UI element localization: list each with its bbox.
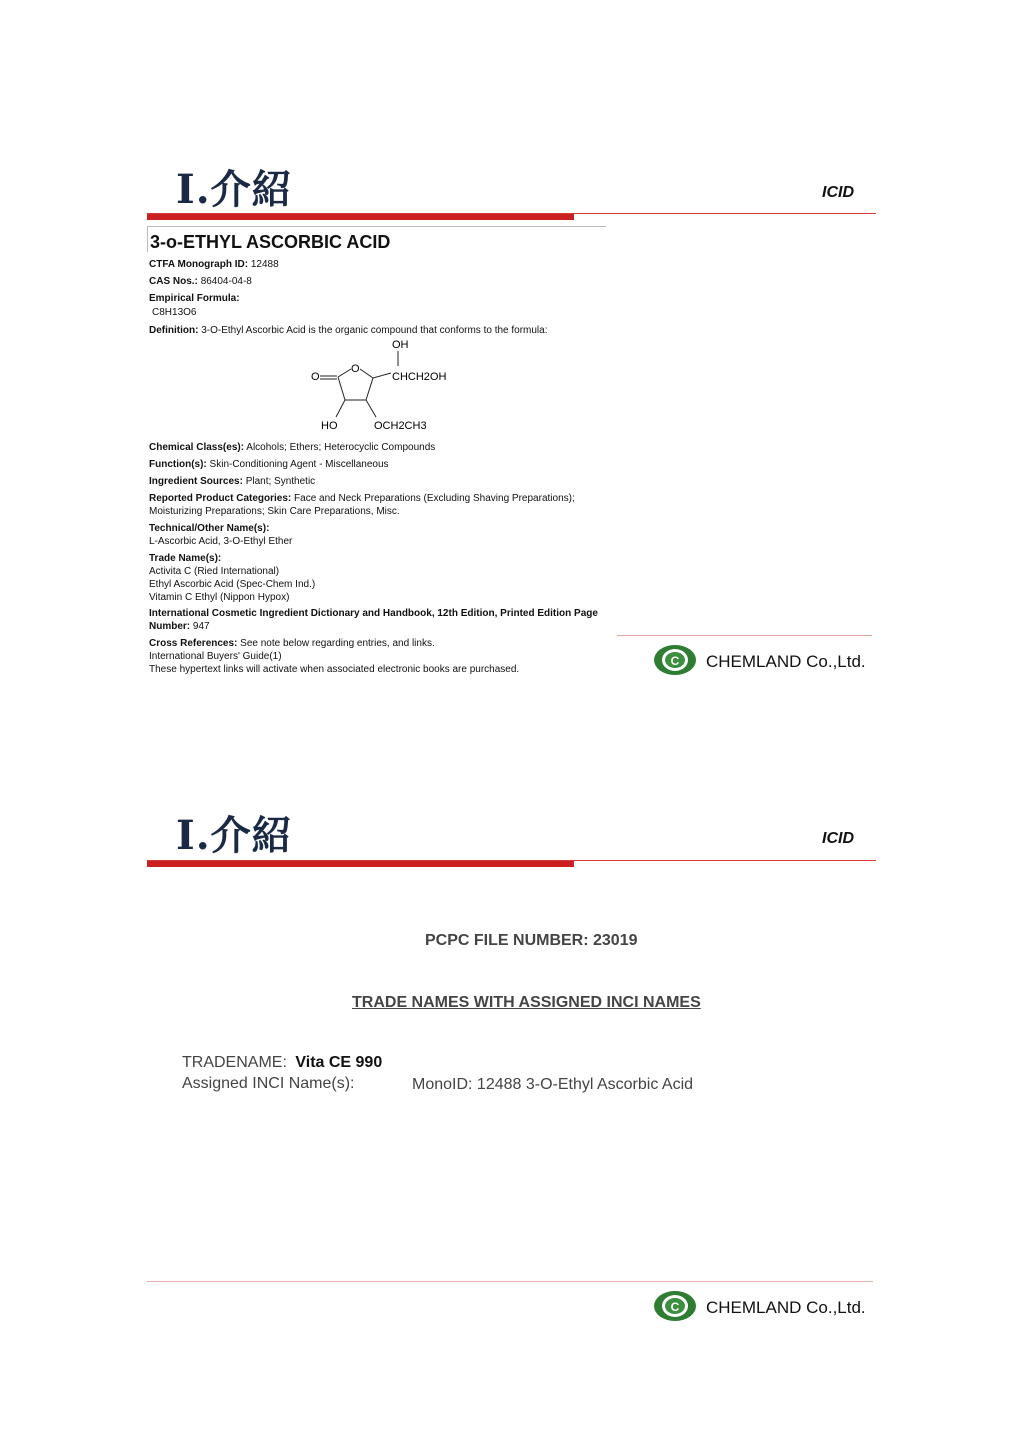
footer-rule bbox=[617, 635, 872, 636]
technical-value: L-Ascorbic Acid, 3-O-Ethyl Ether bbox=[149, 536, 293, 547]
structure-keto-o: O bbox=[311, 371, 320, 383]
sources-value: Plant; Synthetic bbox=[245, 476, 316, 487]
structure-ethoxy: OCH2CH3 bbox=[374, 420, 427, 432]
trade-label: Trade Name(s): bbox=[149, 553, 222, 564]
pcpc-file-number: PCPC FILE NUMBER: 23019 bbox=[425, 932, 638, 949]
categories-line bbox=[149, 492, 575, 505]
inci-value: MonoID: 12488 3-O-Ethyl Ascorbic Acid bbox=[412, 1076, 694, 1093]
section-tag: ICID bbox=[822, 830, 854, 847]
categories-label: Reported Product Categories: bbox=[149, 493, 292, 504]
footer-rule bbox=[147, 1281, 873, 1282]
dictionary-value: 947 bbox=[192, 621, 210, 632]
page-title: I.介紹 bbox=[176, 166, 293, 213]
tradename-line bbox=[182, 1054, 382, 1072]
header-rule-thick bbox=[147, 214, 574, 220]
structure-oh-top: OH bbox=[392, 339, 409, 351]
sources-line bbox=[149, 475, 315, 488]
class-label: Chemical Class(es): bbox=[149, 442, 245, 453]
cross-link[interactable]: International Buyers' Guide(1) bbox=[149, 651, 282, 662]
formula-label: Empirical Formula: bbox=[149, 293, 240, 304]
section-tag: ICID bbox=[822, 184, 854, 201]
brand-name: CHEMLAND Co.,Ltd. bbox=[706, 652, 866, 671]
formula-value: C8H13O6 bbox=[152, 307, 197, 318]
trade-item: Ethyl Ascorbic Acid (Spec-Chem Ind.) bbox=[149, 579, 316, 590]
brand-name: CHEMLAND Co.,Ltd. bbox=[706, 1298, 866, 1317]
logo-letter: C bbox=[670, 1300, 680, 1314]
tradename-label: TRADENAME: bbox=[182, 1054, 287, 1071]
cross-note: These hypertext links will activate when associated electronic books are purchased. bbox=[149, 664, 520, 675]
cas-value: 86404-04-8 bbox=[200, 276, 252, 287]
cas-line bbox=[149, 275, 252, 288]
sources-label: Ingredient Sources: bbox=[149, 476, 243, 487]
structure-side-chain: CHCH2OH bbox=[392, 371, 447, 383]
dictionary-line-2 bbox=[149, 620, 210, 633]
monograph-left-border bbox=[147, 226, 148, 252]
function-label: Function(s): bbox=[149, 459, 207, 470]
class-value: Alcohols; Ethers; Heterocyclic Compounds bbox=[246, 442, 436, 453]
structure-ring-o: O bbox=[351, 363, 360, 375]
page-title: I.介紹 bbox=[176, 812, 293, 859]
inci-label: Assigned INCI Name(s): bbox=[182, 1075, 355, 1092]
categories-line-2: Moisturizing Preparations; Skin Care Preparations, Misc. bbox=[149, 506, 400, 517]
function-value: Skin-Conditioning Agent - Miscellaneous bbox=[209, 459, 389, 470]
class-line bbox=[149, 441, 435, 454]
chemland-logo-icon bbox=[652, 643, 698, 677]
monograph-heading: 3-o-ETHYL ASCORBIC ACID bbox=[150, 232, 391, 252]
chemland-logo-icon bbox=[652, 1289, 698, 1323]
trade-names-heading: TRADE NAMES WITH ASSIGNED INCI NAMES bbox=[352, 994, 701, 1011]
cross-value: See note below regarding entries, and links. bbox=[240, 638, 435, 649]
ctfa-line bbox=[149, 258, 279, 271]
trade-item: Activita C (Ried International) bbox=[149, 566, 280, 577]
header-rule-thick bbox=[147, 861, 574, 867]
ctfa-value: 12488 bbox=[250, 259, 279, 270]
logo-letter: C bbox=[670, 654, 680, 668]
cross-line bbox=[149, 637, 435, 650]
categories-value: Face and Neck Preparations (Excluding Shaving Preparations); bbox=[294, 493, 575, 504]
chemical-structure bbox=[300, 336, 460, 436]
structure-ho: HO bbox=[321, 420, 338, 432]
cross-label: Cross References: bbox=[149, 638, 238, 649]
function-line bbox=[149, 458, 389, 471]
definition-label: Definition: bbox=[149, 325, 199, 336]
technical-label: Technical/Other Name(s): bbox=[149, 523, 270, 534]
dictionary-label: Number: bbox=[149, 621, 191, 632]
cas-label: CAS Nos.: bbox=[149, 276, 198, 287]
trade-item: Vitamin C Ethyl (Nippon Hypox) bbox=[149, 592, 290, 603]
dictionary-line: International Cosmetic Ingredient Dictionary and Handbook, 12th Edition, Printed Edition Page bbox=[149, 608, 598, 619]
ctfa-label: CTFA Monograph ID: bbox=[149, 259, 249, 270]
tradename-value: Vita CE 990 bbox=[295, 1054, 383, 1071]
monograph-top-border bbox=[147, 226, 606, 227]
definition-value: 3-O-Ethyl Ascorbic Acid is the organic compound that conforms to the formula: bbox=[201, 325, 548, 336]
